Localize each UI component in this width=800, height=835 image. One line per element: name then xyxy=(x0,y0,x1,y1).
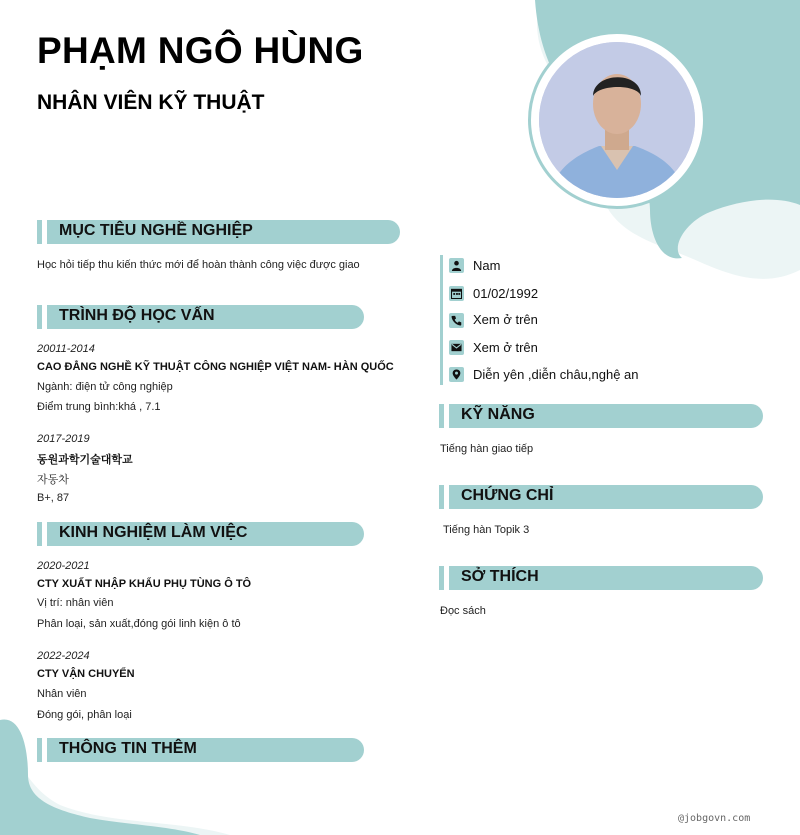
section-education-title: TRÌNH ĐỘ HỌC VẤN xyxy=(59,307,215,324)
mail-icon xyxy=(449,340,464,355)
section-certificates xyxy=(449,485,763,509)
experience-description: Đóng gói, phân loại xyxy=(37,709,132,721)
objective-text: Học hỏi tiếp thu kiến thức mới để hoàn thành công việc được giao xyxy=(37,259,360,271)
experience-period: 2022-2024 xyxy=(37,650,90,662)
experience-period: 2020-2021 xyxy=(37,560,90,572)
education-school: CAO ĐẲNG NGHỀ KỸ THUẬT CÔNG NGHIỆP VIỆT NAM- HÀN QUỐC xyxy=(37,361,394,373)
section-hobbies-title: SỞ THÍCH xyxy=(461,568,539,585)
experience-description: Phân loại, sản xuất,đóng gói linh kiện ô tô xyxy=(37,618,241,630)
section-objective xyxy=(47,220,400,244)
section-additional-info-title: THÔNG TIN THÊM xyxy=(59,740,197,757)
experience-company: CTY XUẤT NHẬP KHẨU PHỤ TÙNG Ô TÔ xyxy=(37,578,252,590)
job-title: NHÂN VIÊN KỸ THUẬT xyxy=(37,91,265,114)
person-portrait-icon xyxy=(539,42,695,198)
contact-phone: Xem ở trên xyxy=(473,312,538,327)
certificates-text: Tiếng hàn Topik 3 xyxy=(443,524,530,536)
section-hobbies xyxy=(449,566,763,590)
contact-divider xyxy=(440,255,443,385)
education-period: 2017-2019 xyxy=(37,433,90,445)
section-skills xyxy=(449,404,763,428)
contact-email: Xem ở trên xyxy=(473,340,538,355)
contact-gender: Nam xyxy=(473,258,501,273)
profile-photo xyxy=(528,31,706,209)
section-experience xyxy=(47,522,364,546)
education-score: Điểm trung bình:khá , 7.1 xyxy=(37,401,161,413)
section-additional-info xyxy=(47,738,364,762)
location-pin-icon xyxy=(449,367,464,382)
experience-position: Nhân viên xyxy=(37,688,87,700)
person-icon xyxy=(449,258,464,273)
education-major: 자동차 xyxy=(37,474,69,486)
calendar-icon xyxy=(449,286,464,301)
watermark: @jobgovn.com xyxy=(678,813,751,824)
avatar xyxy=(539,42,695,198)
contact-address: Diễn yên ,diễn châu,nghệ an xyxy=(473,367,639,382)
education-score: B+, 87 xyxy=(37,492,70,504)
experience-company: CTY VẬN CHUYỂN xyxy=(37,668,135,680)
skills-text: Tiếng hàn giao tiếp xyxy=(440,443,534,455)
contact-birthday: 01/02/1992 xyxy=(473,286,539,301)
section-education xyxy=(47,305,364,329)
education-school: 동원과학기술대학교 xyxy=(37,454,133,466)
experience-position: Vị trí: nhân viên xyxy=(37,597,114,609)
education-period: 20011-2014 xyxy=(37,343,95,355)
section-objective-title: MỤC TIÊU NGHỀ NGHIỆP xyxy=(59,222,253,239)
section-certificates-title: CHỨNG CHỈ xyxy=(461,487,554,504)
candidate-name: PHẠM NGÔ HÙNG xyxy=(37,30,364,71)
education-major: Ngành: điện tử công nghiệp xyxy=(37,381,173,393)
hobbies-text: Đọc sách xyxy=(440,605,486,617)
section-skills-title: KỸ NĂNG xyxy=(461,406,535,423)
phone-icon xyxy=(449,313,464,328)
section-experience-title: KINH NGHIỆM LÀM VIỆC xyxy=(59,524,248,541)
